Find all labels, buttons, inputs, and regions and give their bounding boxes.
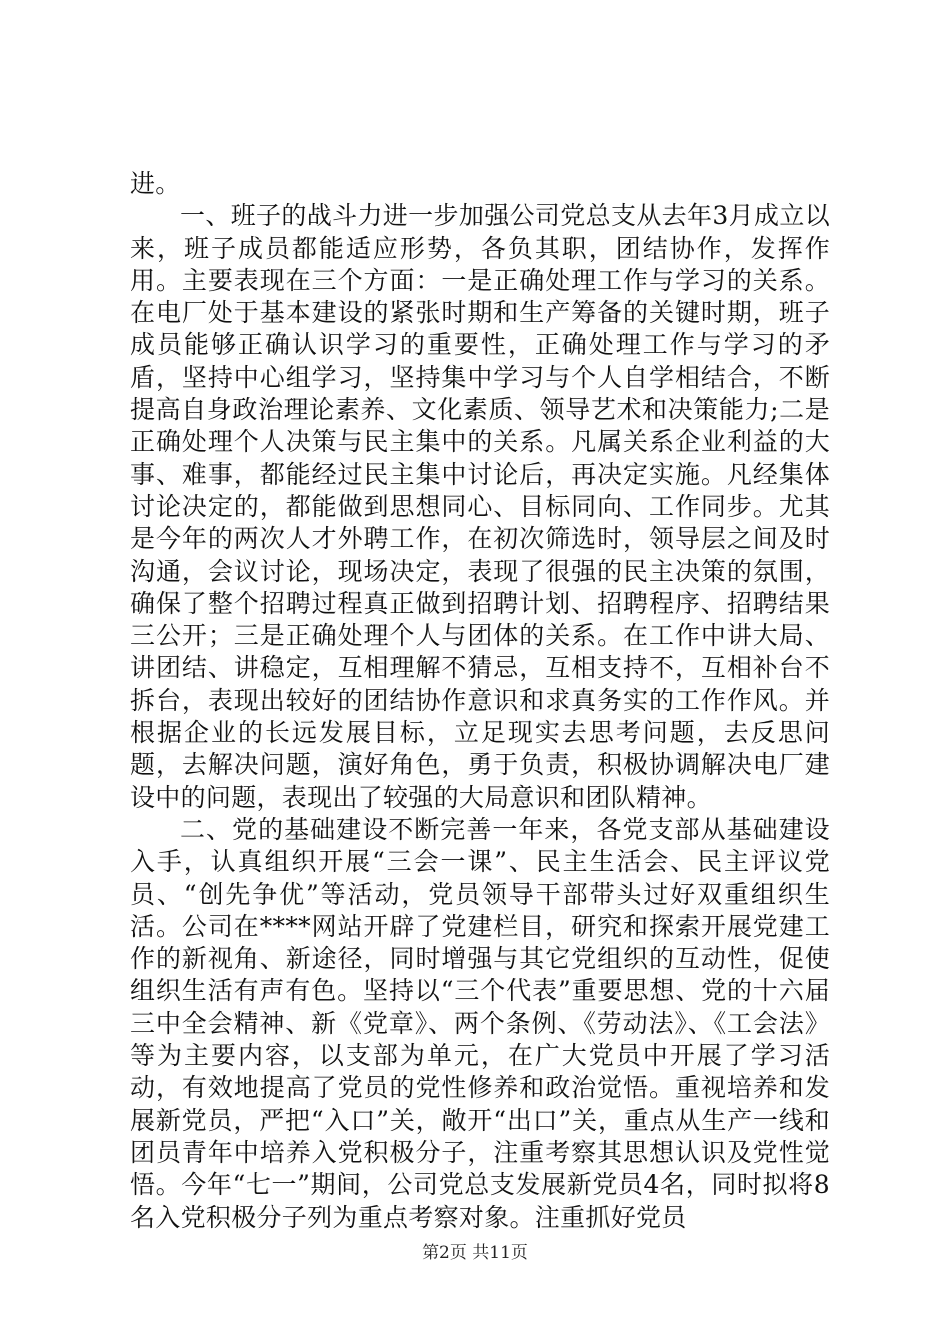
paragraph-party-building: 二、党的基础建设不断完善一年来，各党支部从基础建设入手，认真组织开展“三会一课”、民主生活会、民主评议党员、“创先争优”等活动，党员领导干部带头过好双重组织生活。公司在****网站开辟了党建栏目，研究和探索开展党建工作的新视角、新途径，同时增强与其它党组织的互动性，促使组织生活有声有色。坚持以“三个代表”重要思想、党的十六届三中全会精神、新《党章》、两个条例、《劳动法》、《工会法》等为主要内容，以支部为单元，在广大党员中开展了学习活动，有效地提高了党员的党性修养和政治觉悟。重视培养和发展新党员，严把“入口”关，敞开“出口”关，重点从生产一线和团员青年中培养入党积极分子，注重考察其思想认识及党性觉悟。今年“七一”期间，公司党总支发展新党员4名，同时拟将8名入党积极分子列为重点考察对象。注重抓好党员 <box>130 814 830 1232</box>
paragraph-continuation: 进。 <box>130 169 181 198</box>
page-footer: 第2页 共11页 <box>422 1243 528 1263</box>
document-body <box>130 168 830 1234</box>
paragraph-team-strength: 一、班子的战斗力进一步加强公司党总支从去年3月成立以来，班子成员都能适应形势，各负其职，团结协作，发挥作用。主要表现在三个方面：一是正确处理工作与学习的关系。在电厂处于基本建设的紧张时期和生产筹备的关键时期，班子成员能够正确认识学习的重要性，正确处理工作与学习的矛盾，坚持中心组学习，坚持集中学习与个人自学相结合，不断提高自身政治理论素养、文化素质、领导艺术和决策能力;二是正确处理个人决策与民主集中的关系。凡属关系企业利益的大事、难事，都能经过民主集中讨论后，再决定实施。凡经集体讨论决定的，都能做到思想同心、目标同向、工作同步。尤其是今年的两次人才外聘工作，在初次筛选时，领导层之间及时沟通，会议讨论，现场决定，表现了很强的民主决策的氛围，确保了整个招聘过程真正做到招聘计划、招聘程序、招聘结果三公开；三是正确处理个人与团体的关系。在工作中讲大局、讲团结、讲稳定，互相理解不猜忌，互相支持不，互相补台不拆台，表现出较好的团结协作意识和求真务实的工作作风。并根据企业的长远发展目标，立足现实去思考问题，去反思问题，去解决问题，演好角色，勇于负责，积极协调解决电厂建设中的问题，表现出了较强的大局意识和团队精神。 <box>130 201 830 812</box>
